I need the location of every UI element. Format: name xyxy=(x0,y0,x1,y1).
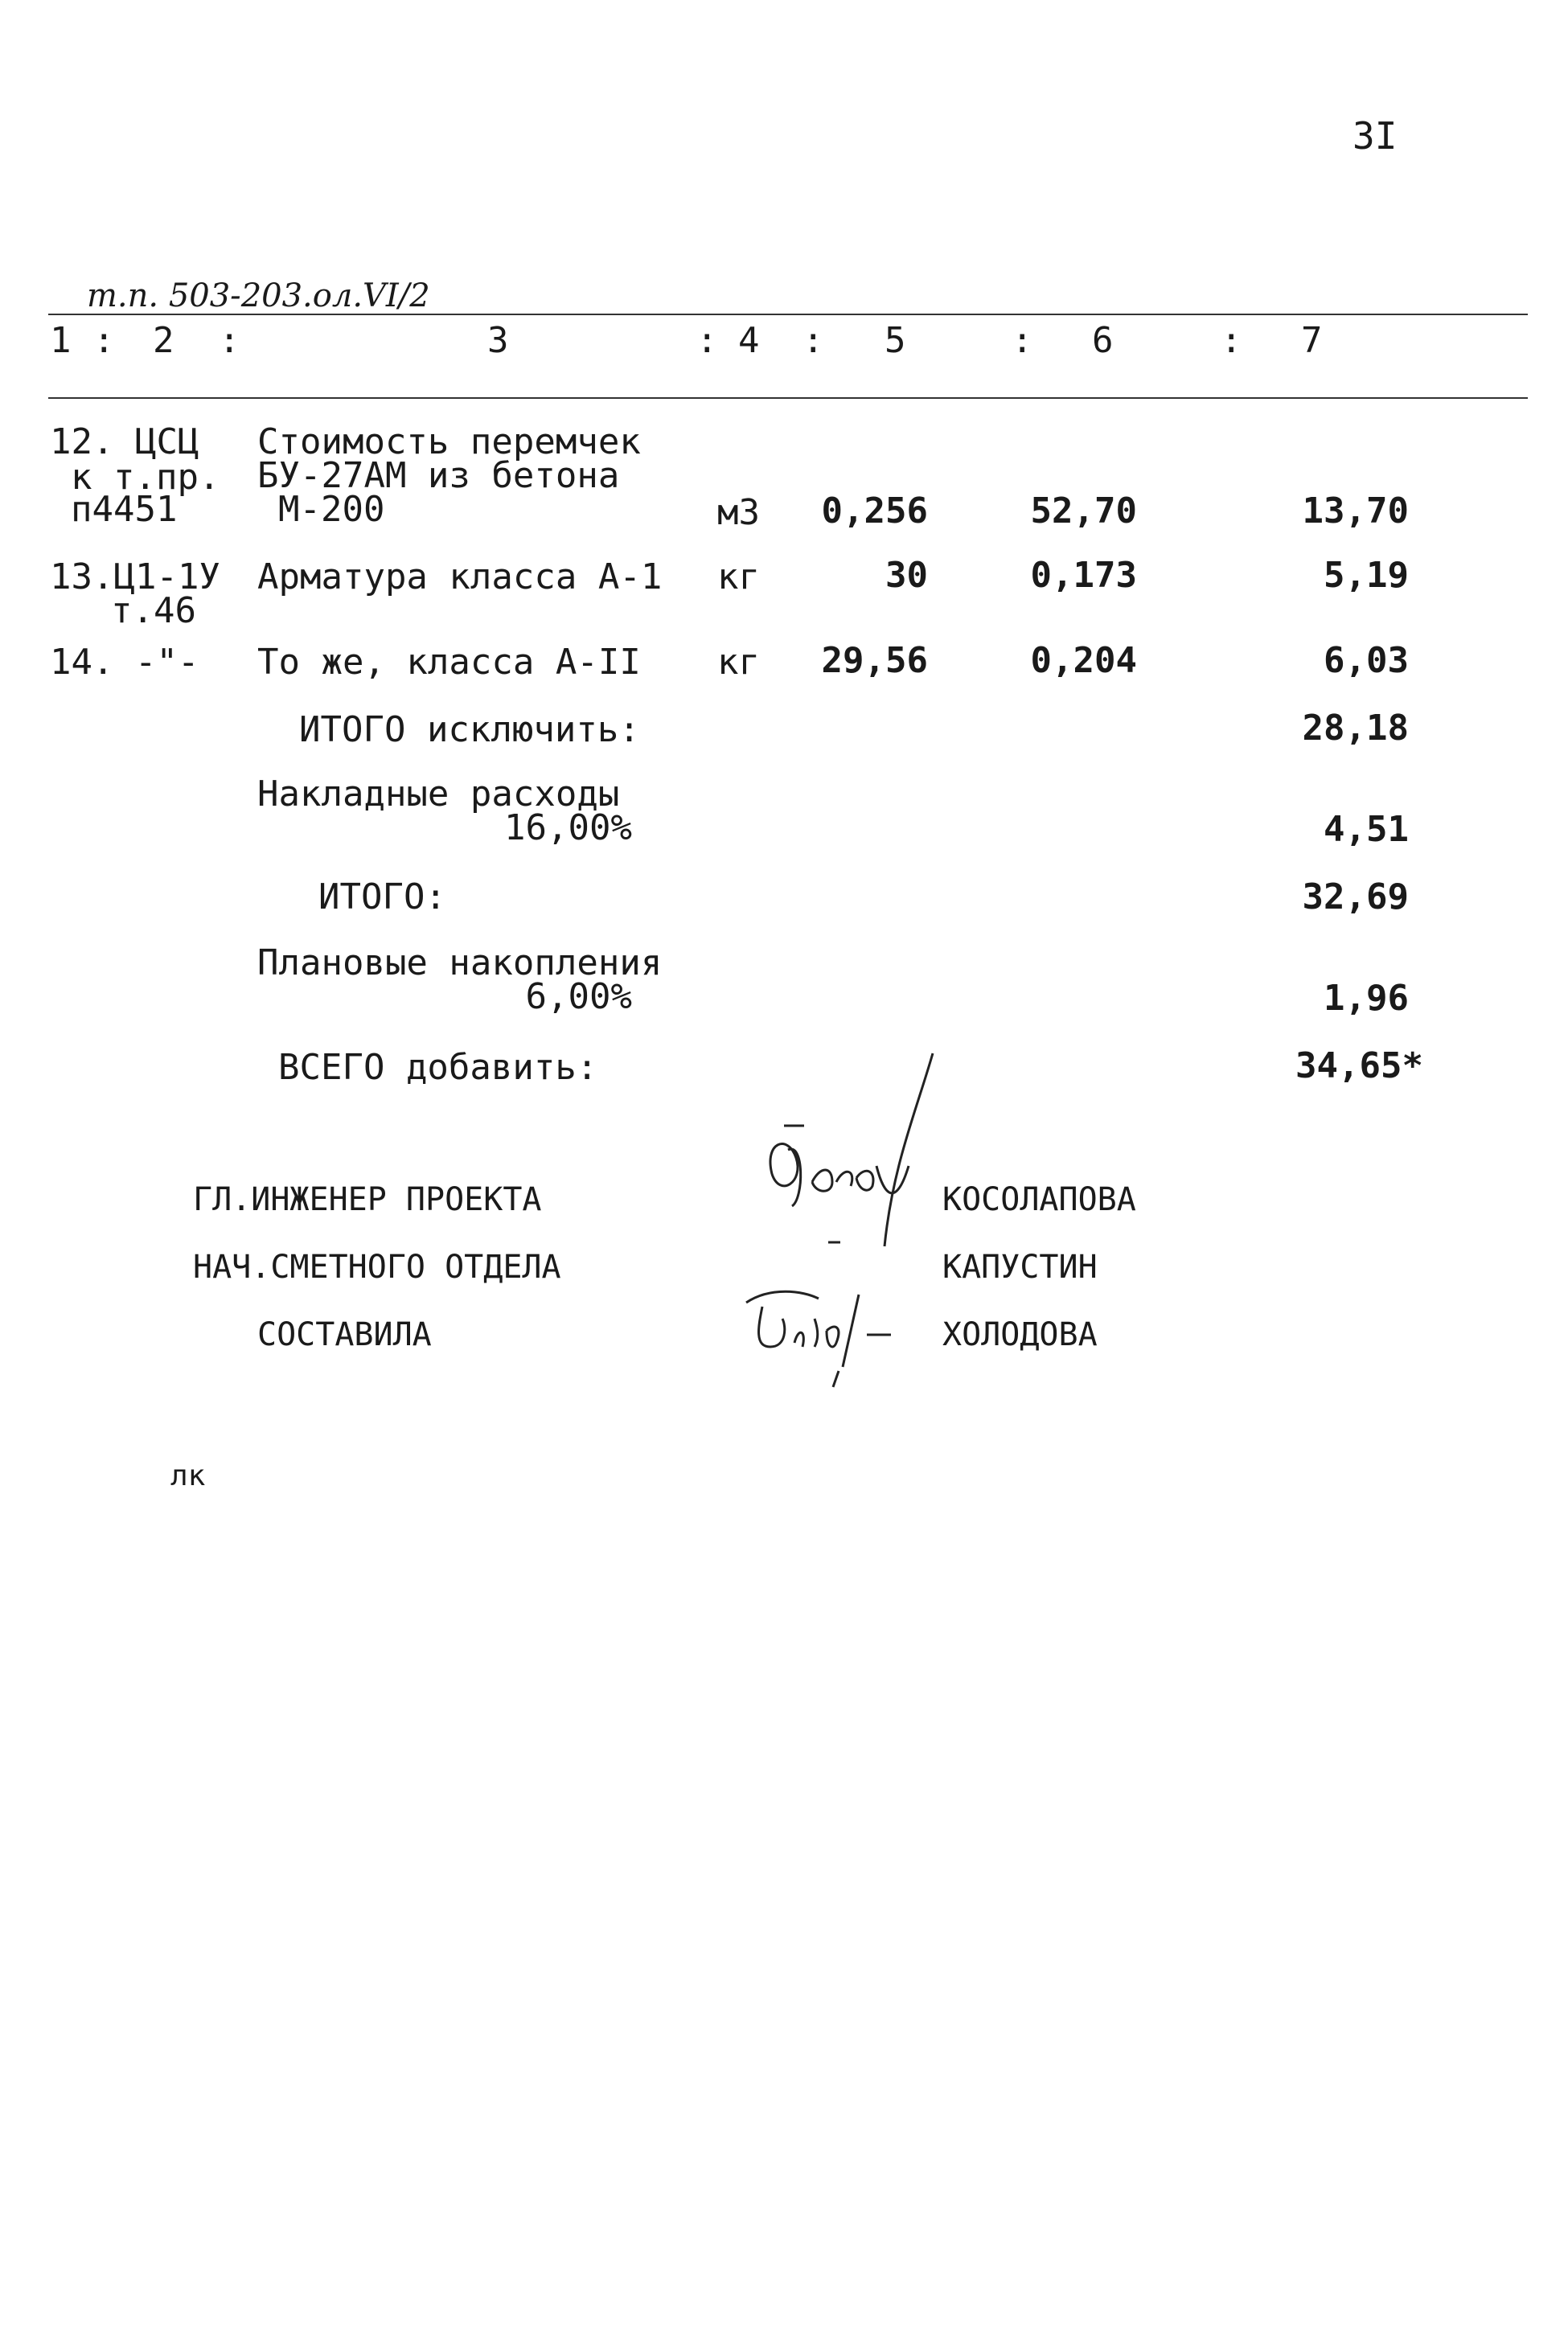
col-header-4: 4 xyxy=(738,320,760,361)
col-header-5: 5 xyxy=(885,320,906,361)
signature-name: КАПУСТИН xyxy=(942,1249,1098,1286)
col-sep: : xyxy=(1221,320,1242,361)
row-qty: 30 xyxy=(885,555,928,596)
signature-name: КОСОЛАПОВА xyxy=(942,1181,1136,1218)
col-header-7: 7 xyxy=(1301,320,1323,361)
row-code-line: 13.Ц1-1У xyxy=(50,556,220,597)
col-sep: : xyxy=(1012,320,1033,361)
total-add-label: ВСЕГО добавить: xyxy=(278,1047,598,1088)
page-number: 3I xyxy=(1353,114,1398,158)
row-code-line: к т.пр. xyxy=(71,457,220,498)
row-desc-line: Стоимость перемчек xyxy=(257,421,641,462)
row-desc-line: БУ-27АМ из бетона xyxy=(257,455,620,496)
row-qty: 29,56 xyxy=(821,640,928,681)
row-desc-line: М-200 xyxy=(278,489,385,530)
row-code-line: 14. -"- xyxy=(50,642,199,683)
col-header-6: 6 xyxy=(1092,320,1114,361)
planned-percent: 6,00% xyxy=(525,976,632,1017)
document-reference: т.п. 503-203.ол.VI/2 xyxy=(87,277,430,314)
row-price: 0,173 xyxy=(1030,555,1137,596)
signature-role: ГЛ.ИНЖЕНЕР ПРОЕКТА xyxy=(193,1181,542,1218)
row-desc-line: То же, класса А-II xyxy=(257,642,641,683)
row-unit: кг xyxy=(717,556,760,597)
itogo-value: 32,69 xyxy=(1302,876,1409,917)
row-code-line: п4451 xyxy=(71,489,178,530)
col-header-2: 2 xyxy=(153,320,174,361)
total-add-value: 34,65* xyxy=(1295,1045,1423,1086)
col-sep: : xyxy=(696,320,718,361)
col-sep: : xyxy=(219,320,240,361)
overhead-value: 4,51 xyxy=(1324,809,1409,850)
signature-role: НАЧ.СМЕТНОГО ОТДЕЛА xyxy=(193,1249,561,1286)
signature-name: ХОЛОДОВА xyxy=(942,1316,1098,1353)
row-total: 13,70 xyxy=(1302,490,1409,531)
row-unit: м3 xyxy=(717,492,760,533)
overhead-label: Накладные расходы xyxy=(257,774,620,815)
header-top-rule xyxy=(48,314,1528,315)
row-total: 5,19 xyxy=(1324,555,1409,596)
itogo-exclude-label: ИТОГО исключить: xyxy=(299,709,640,750)
typist-initials: лк xyxy=(170,1459,206,1492)
signature-role: СОСТАВИЛА xyxy=(257,1316,432,1353)
handwritten-signature-icon xyxy=(756,1045,949,1254)
row-code-line: 12. ЦСЦ xyxy=(50,421,199,462)
col-header-1: 1 xyxy=(50,320,72,361)
itogo-label: ИТОГО: xyxy=(318,876,446,917)
col-header-3: 3 xyxy=(487,320,509,361)
row-code-line: т.46 xyxy=(111,590,196,631)
row-price: 0,204 xyxy=(1030,640,1137,681)
itogo-exclude-value: 28,18 xyxy=(1302,708,1409,749)
row-qty: 0,256 xyxy=(821,490,928,531)
overhead-percent: 16,00% xyxy=(504,807,632,848)
row-total: 6,03 xyxy=(1324,640,1409,681)
row-unit: кг xyxy=(717,642,760,683)
planned-value: 1,96 xyxy=(1324,978,1409,1019)
row-desc-line: Арматура класса А-1 xyxy=(257,556,663,597)
header-bottom-rule xyxy=(48,397,1528,399)
col-sep: : xyxy=(802,320,824,361)
row-price: 52,70 xyxy=(1030,490,1137,531)
col-sep: : xyxy=(93,320,115,361)
handwritten-signature-icon xyxy=(738,1270,923,1391)
planned-label: Плановые накопления xyxy=(257,942,663,983)
